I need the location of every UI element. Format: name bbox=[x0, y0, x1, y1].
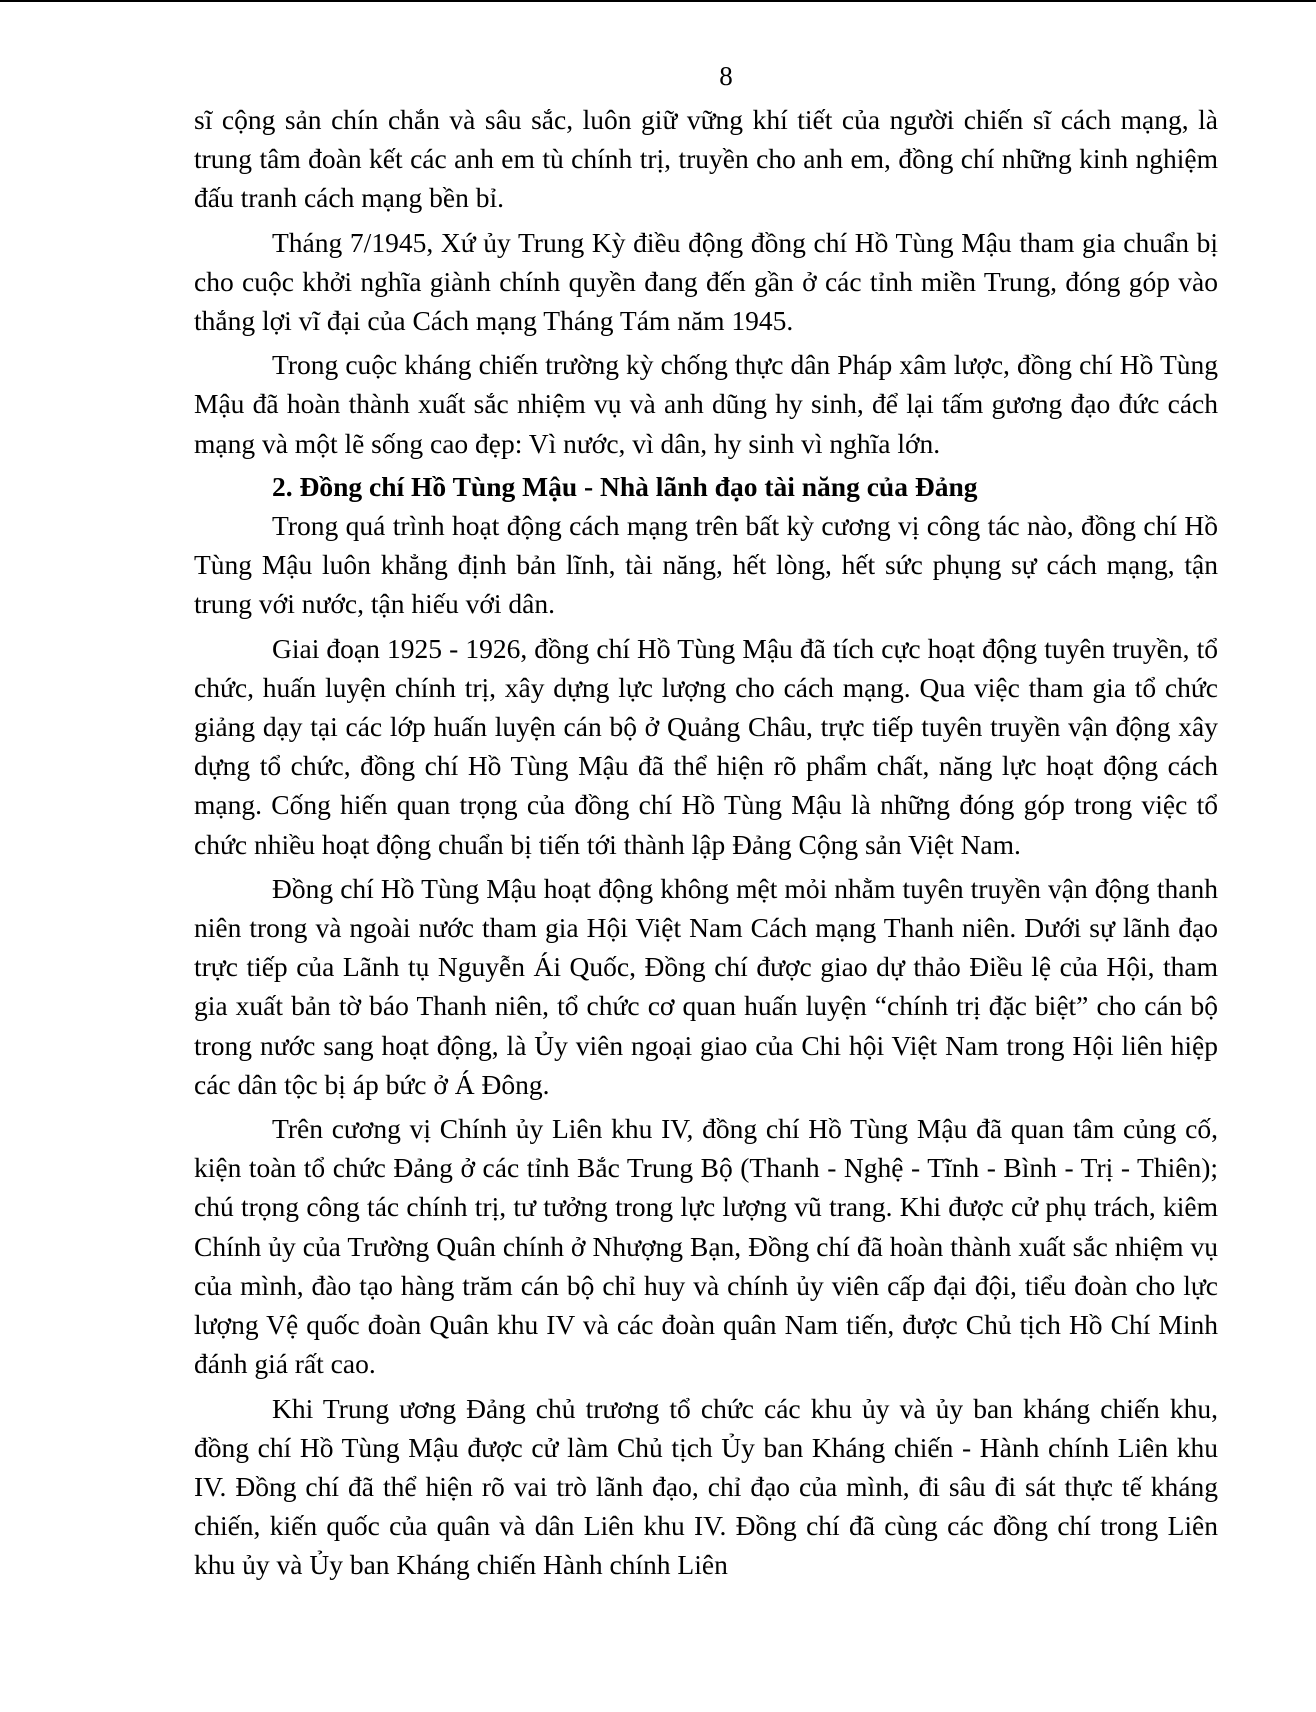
paragraph-resistance-war: Trong cuộc kháng chiến trường kỳ chống thực dân Pháp xâm lược, đồng chí Hồ Tùng Mậu đã hoàn thành xuất sắc nhiệm vụ và anh dũng hy sinh, để lại tấm gương đạo đức cách mạng và một lẽ sống cao đẹp: Vì nước, vì dân, hy sinh vì nghĩa lớn. bbox=[194, 349, 1218, 459]
document-page bbox=[194, 58, 1218, 1585]
paragraph-1925-1926: Giai đoạn 1925 - 1926, đồng chí Hồ Tùng Mậu đã tích cực hoạt động tuyên truyền, tổ chức, huấn luyện chính trị, xây dựng lực lượng cho cách mạng. Qua việc tham gia tổ chức giảng dạy tại các lớp huấn luyện cán bộ ở Quảng Châu, trực tiếp tuyên truyền vận động xây dựng tổ chức, đồng chí Hồ Tùng Mậu đã thể hiện rõ phẩm chất, năng lực hoạt động cách mạng. Cống hiến quan trọng của đồng chí Hồ Tùng Mậu là những đóng góp trong việc tổ chức nhiều hoạt động chuẩn bị tiến tới thành lập Đảng Cộng sản Việt Nam. bbox=[194, 632, 1218, 860]
paragraph-july-1945: Tháng 7/1945, Xứ ủy Trung Kỳ điều động đồng chí Hồ Tùng Mậu tham gia chuẩn bị cho cuộc khởi nghĩa giành chính quyền đang đến gần ở các tỉnh miền Trung, đóng góp vào thắng lợi vĩ đại của Cách mạng Tháng Tám năm 1945. bbox=[194, 226, 1218, 337]
section-heading: 2. Đồng chí Hồ Tùng Mậu - Nhà lãnh đạo tài năng của Đảng bbox=[272, 470, 978, 502]
paragraph-resistance-committee: Khi Trung ương Đảng chủ trương tổ chức các khu ủy và ủy ban kháng chiến khu, đồng chí Hồ Tùng Mậu được cử làm Chủ tịch Ủy ban Kháng chiến - Hành chính Liên khu IV. Đồng chí đã thể hiện rõ vai trò lãnh đạo, chỉ đạo của mình, đi sâu đi sát thực tế kháng chiến, kiến quốc của quân và dân Liên khu IV. Đồng chí đã cùng các đồng chí trong Liên khu ủy và Ủy ban Kháng chiến Hành chính Liên bbox=[194, 1392, 1218, 1581]
paragraph-continued: sĩ cộng sản chín chắn và sâu sắc, luôn giữ vững khí tiết của người chiến sĩ cách mạng, là trung tâm đoàn kết các anh em tù chính trị, truyền cho anh em, đồng chí những kinh nghiệm đấu tranh cách mạng bền bỉ. bbox=[194, 104, 1218, 214]
page-number: 8 bbox=[719, 61, 733, 91]
paragraph-revolutionary-activity: Trong quá trình hoạt động cách mạng trên bất kỳ cương vị công tác nào, đồng chí Hồ Tùng Mậu luôn khẳng định bản lĩnh, tài năng, hết lòng, hết sức phụng sự cách mạng, tận trung với nước, tận hiếu với dân. bbox=[194, 510, 1218, 620]
paragraph-political-commissar: Trên cương vị Chính ủy Liên khu IV, đồng chí Hồ Tùng Mậu đã quan tâm củng cố, kiện toàn tổ chức Đảng ở các tỉnh Bắc Trung Bộ (Thanh - Nghệ - Tĩnh - Bình - Trị - Thiên); chú trọng công tác chính trị, tư tưởng trong lực lượng vũ trang. Khi được cử phụ trách, kiêm Chính ủy của Trường Quân chính ở Nhượng Bạn, Đồng chí đã hoàn thành xuất sắc nhiệm vụ của mình, đào tạo hàng trăm cán bộ chỉ huy và chính ủy viên cấp đại đội, tiểu đoàn cho lực lượng Vệ quốc đoàn Quân khu IV và các đoàn quân Nam tiến, được Chủ tịch Hồ Chí Minh đánh giá rất cao. bbox=[194, 1113, 1218, 1380]
top-border-rule bbox=[0, 0, 1316, 2]
paragraph-youth-association: Đồng chí Hồ Tùng Mậu hoạt động không mệt mỏi nhằm tuyên truyền vận động thanh niên trong và ngoài nước tham gia Hội Việt Nam Cách mạng Thanh niên. Dưới sự lãnh đạo trực tiếp của Lãnh tụ Nguyễn Ái Quốc, Đồng chí được giao dự thảo Điều lệ của Hội, tham gia xuất bản tờ báo Thanh niên, tổ chức cơ quan huấn luyện “chính trị đặc biệt” cho cán bộ trong nước sang hoạt động, là Ủy viên ngoại giao của Chi hội Việt Nam trong Hội liên hiệp các dân tộc bị áp bức ở Á Đông. bbox=[194, 872, 1218, 1100]
